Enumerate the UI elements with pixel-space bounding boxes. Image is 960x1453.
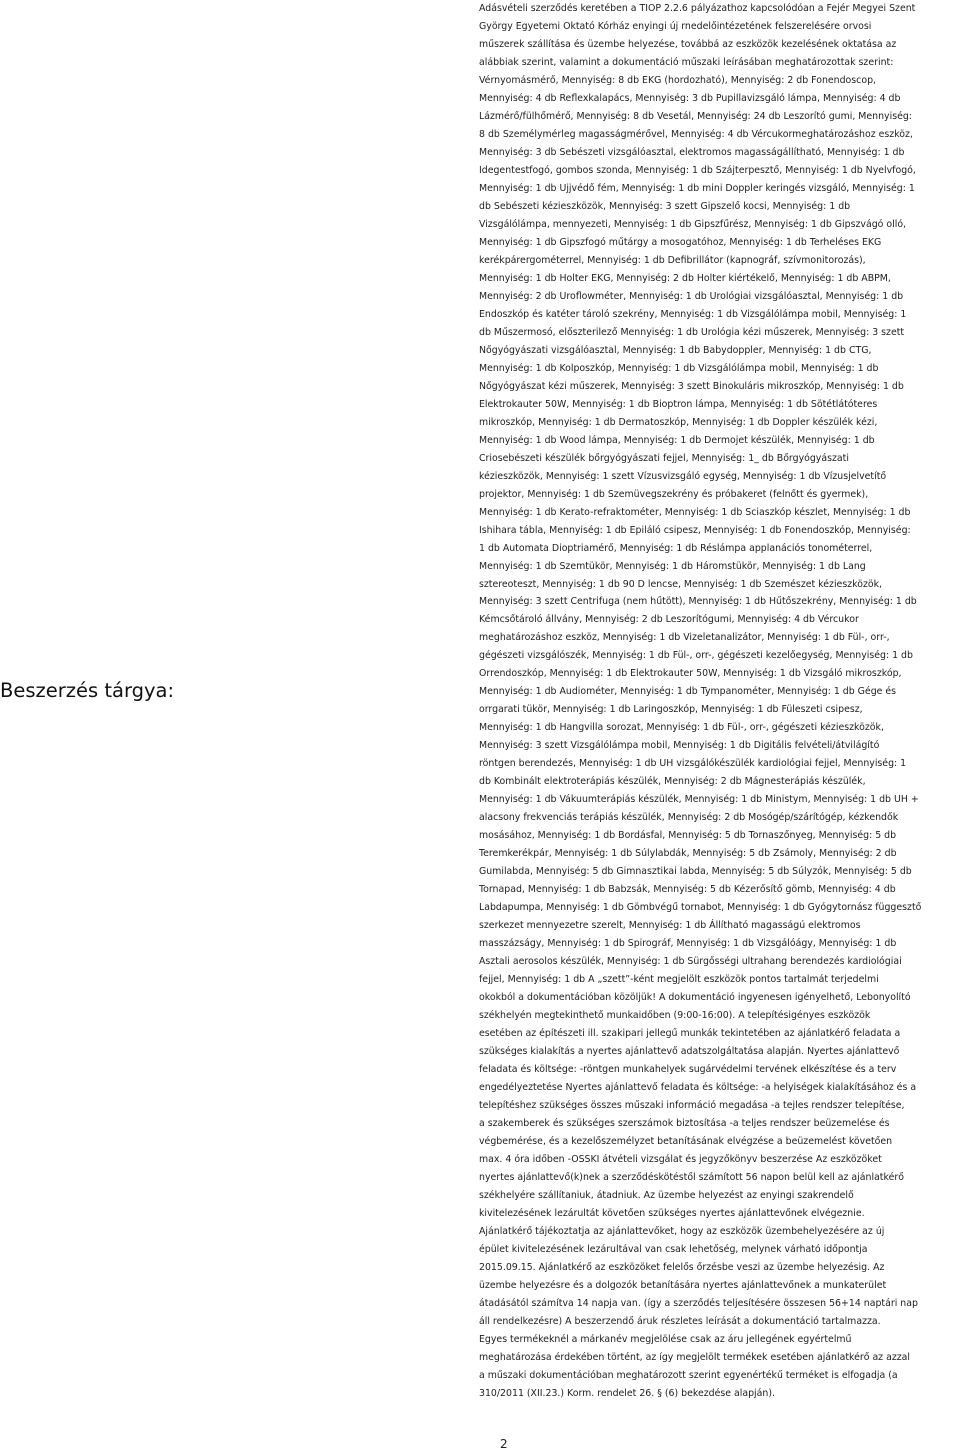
text-line: Vizsgálólámpa, mennyezeti, Mennyiség: 1 db Gipszfűrész, Mennyiség: 1 db Gipszvágó olló, [479,218,907,230]
text-line: 8 db Személymérleg magasságmérővel, Mennyiség: 4 db Vércukormeghatározáshoz eszköz, [479,128,913,140]
text-line: 310/2011 (XII.23.) Korm. rendelet 26. § (6) bekezdése alapján). [479,1387,775,1399]
text-line: db Sebészeti kézieszközök, Mennyiség: 3 szett Gipszelő kocsi, Mennyiség: 1 db [479,200,851,212]
text-line: György Egyetemi Oktató Kórház enyingi új rnedelőintézetének felszerelésére orvosi [479,20,872,32]
text-line: üzembe helyezésre és a dolgozók betanítására nyertes ajánlattevőnek a munkaterület [479,1279,887,1291]
text-line: meghatározása érdekében történt, az így megjelölt termékek esetében ajánlatkérő az azzal [479,1351,911,1363]
text-line: Adásvételi szerződés keretében a TIOP 2.2.6 pályázathoz kapcsolódóan a Fejér Megyei Szent [479,3,916,14]
text-line: Mennyiség: 1 db Hangvilla sorozat, Mennyiség: 1 db Fül-, orr-, gégészeti kézieszközök, [479,722,884,734]
text-line: áll rendelkezésre) A beszerzendő áruk részletes leírását a dokumentáció tartalmazza. [479,1315,881,1327]
text-line: Mennyiség: 2 db Uroflowméter, Mennyiség: 1 db Urológiai vizsgálóasztal, Mennyiség: 1 db [479,290,904,302]
text-line: a műszaki dokumentációban meghatározott szerint egyenértékű terméket is elfogadja (a [479,1369,898,1381]
text-line: Endoszkóp és katéter tároló szekrény, Mennyiség: 1 db Vizsgálólámpa mobil, Mennyiség: 1 [479,308,907,320]
text-line: nyertes ajánlattevő(k)nek a szerződéskötéstől számított 56 napon belül kell az ajánlatkérő [479,1171,904,1183]
text-line: mikroszkóp, Mennyiség: 1 db Dermatoszkóp, Mennyiség: 1 db Doppler készülék kézi, [479,416,878,428]
text-line: a szakemberek és szükséges szerszámok biztosítása -a teljes rendszer beüzemelése és [479,1118,890,1130]
page-number: 2 [500,1437,508,1451]
text-line: max. 4 óra időben -OSSKI átvételi vizsgálat és jegyzőkönyv beszerzése Az eszközöket [479,1154,882,1165]
text-line: 2015.09.15. Ajánlatkérő az eszközöket felelős őrzésbe veszi az üzembe helyezésig. Az [479,1261,885,1273]
text-line: Mennyiség: 3 db Sebészeti vizsgálóasztal, elektromos magasságállítható, Mennyiség: 1 db [479,146,905,158]
text-line: Lázmérő/fülhőmérő, Mennyiség: 8 db Vesetál, Mennyiség: 24 db Leszorító gumi, Mennyiség: [479,110,912,122]
text-line: kézieszközök, Mennyiség: 1 szett Vízusvizsgáló egység, Mennyiség: 1 db Vízusjelvetítő [479,470,887,482]
text-line: Mennyiség: 1 db Kolposzkóp, Mennyiség: 1 db Vizsgálólámpa mobil, Mennyiség: 1 db [479,362,879,374]
text-line: projektor, Mennyiség: 1 db Szemüvegszekrény és próbakeret (felnőtt és gyermek), [479,488,869,500]
text-line: Mennyiség: 1 db Holter EKG, Mennyiség: 2 db Holter kiértékelő, Mennyiség: 1 db ABPM, [479,272,891,284]
text-line: Mennyiség: 1 db Szemtükör, Mennyiség: 1 db Háromstükör, Mennyiség: 1 db Lang [479,560,866,572]
text-line: engedélyeztetése Nyertes ajánlattevő feladata és költsége: -a helyiségek kialakításához és a [479,1082,917,1094]
text-line: Ajánlatkérő tájékoztatja az ajánlattevőket, hogy az eszközök üzembehelyezésére az új [479,1225,885,1237]
text-line: fejjel, Mennyiség: 1 db A „szett”-ként megjelölt eszközök pontos tartalmát terjedelmi [479,974,879,986]
text-line: alábbiak szerint, valamint a dokumentáció műszaki leírásában meghatározottak szerint: [479,56,894,68]
text-line: db Kombinált elektroterápiás készülék, Mennyiség: 2 db Mágnesterápiás készülék, [479,776,866,788]
text-line: Teremkerékpár, Mennyiség: 1 db Súlylabdák, Mennyiség: 5 db Zsámoly, Mennyiség: 2 db [479,848,897,860]
text-line: 1 db Automata Dioptriamérő, Mennyiség: 1 db Réslámpa applanációs tonométerrel, [479,542,873,554]
text-line: Asztali aerosolos készülék, Mennyiség: 1 db Sürgősségi ultrahang berendezés kardiológiai [479,956,902,968]
procurement-subject-text [479,0,960,1403]
text-line: röntgen berendezés, Mennyiség: 1 db UH vizsgálókészülék kardiológiai fejjel, Mennyiség: 1 [479,758,907,770]
text-line: átadásától számítva 14 napja van. (így a szerződés teljesítésére összesen 56+14 naptári nap [479,1297,918,1309]
text-line: telepítéshez szükséges összes műszaki információ megadása -a tejles rendszer telepítése, [479,1100,905,1112]
text-line: Kémcsőtároló állvány, Mennyiség: 2 db Leszorítógumi, Mennyiség: 4 db Vércukor [479,614,859,626]
text-line: Tornapad, Mennyiség: 1 db Babzsák, Mennyiség: 5 db Kézerősítő gömb, Mennyiség: 4 db [479,884,896,896]
text-line: székhelyére szállítaniuk, átadniuk. Az üzembe helyezést az enyingi szakrendelő [479,1189,854,1201]
text-line: alacsony frekvenciás terápiás készülék, Mennyiség: 2 db Mosógép/szárítógép, kézkendők [479,812,899,824]
text-line: Vérnyomásmérő, Mennyiség: 8 db EKG (hordozható), Mennyiség: 2 db Fonendoscop, [479,74,877,86]
text-line: Labdapumpa, Mennyiség: 1 db Gömbvégű tornabot, Mennyiség: 1 db Gyógytornász függesztő [479,902,922,914]
text-line: Gumilabda, Mennyiség: 5 db Gimnasztikai labda, Mennyiség: 5 db Súlyzók, Mennyiség: 5 db [479,866,912,878]
text-line: szerkezet mennyezetre szerelt, Mennyiség: 1 db Állítható magasságú elektromos [479,920,861,932]
text-line: meghatározáshoz eszköz, Mennyiség: 1 db Vizeletanalizátor, Mennyiség: 1 db Fül-, orr-, [479,632,890,644]
text-line: székhelyén megtekinthető munkaidőben (9:00-16:00). A telepítésigényes eszközök [479,1010,871,1022]
text-line: végbemérése, és a kezelőszemélyzet betanításának elvégzése a beüzemelést követően [479,1136,893,1148]
text-line: feladata és költsége: -röntgen munkahelyek sugárvédelmi tervének elkészítése és a terv [479,1064,897,1076]
text-line: Nőgyógyászati vizsgálóasztal, Mennyiség: 1 db Babydoppler, Mennyiség: 1 db CTG, [479,344,872,356]
text-line: Ishihara tábla, Mennyiség: 1 db Epiláló csipesz, Mennyiség: 1 db Fonendoszkóp, Mennyiség: [479,524,911,536]
text-line: esetében az építészeti ill. szakipari jellegű munkák tekintetében az ajánlatkérő feladata a [479,1028,901,1040]
text-line: masszázságy, Mennyiség: 1 db Spirográf, Mennyiség: 1 db Vizsgálóágy, Mennyiség: 1 db [479,938,897,950]
text-line: Mennyiség: 1 db Vákuumterápiás készülék, Mennyiség: 1 db Ministym, Mennyiség: 1 db UH + [479,794,919,806]
text-line: kivitelezésének lezárultát követően szükséges nyertes ajánlattevőnek elvégeznie. [479,1207,865,1219]
field-label: Beszerzés tárgya: [0,679,175,702]
text-line: orrgarati tükör, Mennyiség: 1 db Laringoszkóp, Mennyiség: 1 db Füleszeti csipesz, [479,704,863,716]
text-line: Mennyiség: 3 szett Vizsgálólámpa mobil, Mennyiség: 1 db Digitális felvételi/átvilágító [479,740,880,752]
text-line: db Műszermosó, előszterilező Mennyiség: 1 db Urológia kézi műszerek, Mennyiség: 3 szett [479,326,905,338]
text-line: Mennyiség: 1 db Gipszfogó műtárgy a mosogatóhoz, Mennyiség: 1 db Terheléses EKG [479,236,882,248]
text-line: Criosebészeti készülék bőrgyógyászati fejjel, Mennyiség: 1_ db Bőrgyógyászati [479,452,849,464]
text-line: gégészeti vizsgálószék, Mennyiség: 1 db Fül-, orr-, gégészeti kezelőegység, Mennyiség: 1 db [479,650,913,662]
text-line: sztereoteszt, Mennyiség: 1 db 90 D lencse, Mennyiség: 1 db Szemészet kézieszközök, [479,578,883,590]
text-line: szükséges kialakítás a nyertes ajánlattevő adatszolgáltatása alapján. Nyertes ajánlattevő [479,1046,900,1058]
text-line: Nőgyógyászat kézi műszerek, Mennyiség: 3 szett Binokuláris mikroszkóp, Mennyiség: 1 db [479,380,904,392]
text-line: Orrendoszkóp, Mennyiség: 1 db Elektrokauter 50W, Mennyiség: 1 db Vizsgáló mikroszkóp, [479,668,902,680]
text-line: Idegentestfogó, gombos szonda, Mennyiség: 1 db Szájterpesztő, Mennyiség: 1 db Nyelvfogó, [479,164,916,176]
text-line: Egyes termékeknél a márkanév megjelölése csak az áru jellegének egyértelmű [479,1333,852,1345]
text-line: Mennyiség: 4 db Reflexkalapács, Mennyiség: 3 db Pupillavizsgáló lámpa, Mennyiség: 4 db [479,92,901,104]
text-line: okokból a dokumentációban közöljük! A dokumentáció ingyenesen igényelhető, Lebonyolító [479,992,911,1004]
text-line: kerékpárergométerrel, Mennyiség: 1 db Defibrillátor (kapnográf, szívmonitorozás), [479,254,866,266]
text-line: Mennyiség: 1 db Wood lámpa, Mennyiség: 1 db Dermojet készülék, Mennyiség: 1 db [479,434,875,446]
text-line: mosásához, Mennyiség: 1 db Bordásfal, Mennyiség: 5 db Tornaszőnyeg, Mennyiség: 5 db [479,830,897,842]
text-line: épület kivitelezésének lezárultával van csak lehetőség, melynek várható időpontja [479,1243,868,1255]
text-line: Elektrokauter 50W, Mennyiség: 1 db Bioptron lámpa, Mennyiség: 1 db Sötétlátóteres [479,398,878,410]
text-line: műszerek szállítása és üzembe helyezése, továbbá az eszközök kezelésének oktatása az [479,38,897,50]
text-line: Mennyiség: 1 db Audiométer, Mennyiség: 1 db Tympanométer, Mennyiség: 1 db Gége és [479,686,897,698]
text-line: Mennyiség: 1 db Kerato-refraktométer, Mennyiség: 1 db Sciaszkóp készlet, Mennyiség: 1 db [479,506,911,518]
text-line: Mennyiség: 1 db Ujjvédő fém, Mennyiség: 1 db mini Doppler keringés vizsgáló, Mennyiség: 1 [479,182,915,194]
text-line: Mennyiség: 3 szett Centrifuga (nem hűtött), Mennyiség: 1 db Hűtőszekrény, Mennyiség: 1 db [479,596,917,608]
